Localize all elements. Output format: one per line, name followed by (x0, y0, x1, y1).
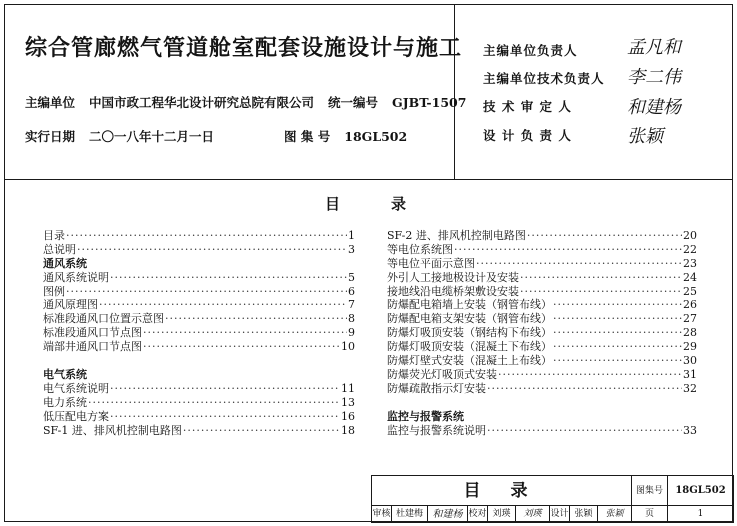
organization-line (25, 93, 466, 111)
toc-entry-title: 等电位平面示意图 (387, 256, 475, 270)
toc-entry-page: 33 (683, 423, 697, 437)
toc-entry[interactable] (387, 283, 697, 297)
toc-entry[interactable] (387, 352, 697, 366)
toc-right-column (387, 227, 697, 435)
toc-entry-page: 13 (341, 395, 355, 409)
date-value: 二〇一八年十二月一日 (89, 129, 215, 144)
toc-entry[interactable] (43, 408, 355, 422)
toc-entry-title: 防爆荧光灯吸顶式安装 (387, 367, 497, 381)
toc-entry[interactable] (387, 255, 697, 269)
toc-leader-dots (553, 340, 682, 353)
tb-atlas-label: 图集号 (632, 476, 668, 506)
toc-entry-page: 3 (348, 242, 355, 256)
toc-entry-page: 5 (348, 270, 355, 284)
tb-checker-name: 刘瑛 (488, 506, 516, 523)
toc-entry-title: 防爆配电箱支架安装（钢管布线） (387, 312, 552, 326)
title-block (371, 475, 734, 523)
toc-leader-dots (183, 424, 340, 437)
tb-check-label: 校对 (468, 506, 488, 523)
toc-entry-title: 防爆灯吸顶安装（混凝土下布线） (387, 340, 552, 354)
toc-entry[interactable] (43, 269, 355, 283)
toc-entry-page: 20 (683, 229, 697, 242)
toc-leader-dots (520, 271, 682, 284)
toc-leader-dots (110, 382, 340, 395)
toc-entry-page: 1 (348, 229, 355, 242)
tb-page-value: 1 (668, 506, 734, 523)
toc-leader-dots (110, 271, 347, 284)
toc-entry-title: SF-1 进、排风机控制电路图 (43, 423, 182, 437)
toc-entry-title: 防爆配电箱墙上安装（钢管布线） (387, 298, 552, 312)
toc-entry-page: 30 (683, 354, 697, 368)
toc-left-column (43, 227, 355, 435)
approval-signature: 李二伟 (627, 67, 681, 88)
toc-leader-dots (143, 340, 340, 353)
approval-signature: 和建杨 (627, 97, 681, 118)
toc-section-heading: 通风系统 (43, 256, 87, 270)
toc-leader-dots (527, 229, 682, 242)
toc-entry-title: 目录 (43, 229, 65, 242)
toc-entry-page: 22 (683, 242, 697, 256)
toc-entry[interactable] (43, 241, 355, 255)
drawing-sheet (4, 4, 733, 522)
toc-entry-title: 通风原理图 (43, 298, 98, 312)
toc-entry[interactable] (43, 338, 355, 352)
tb-page-label: 页 (632, 506, 668, 523)
tb-reviewer-name: 杜建梅 (392, 506, 428, 523)
atlas-label: 图 集 号 (284, 129, 331, 144)
toc-entry-title: 防爆疏散指示灯安装 (387, 381, 486, 395)
toc-entry-title: 外引人工接地极设计及安装 (387, 270, 519, 284)
toc-entry[interactable] (387, 269, 697, 283)
toc-leader-dots (165, 312, 347, 325)
tb-review-label: 审核 (372, 506, 392, 523)
toc-entry-page: 31 (683, 367, 697, 381)
toc-entry[interactable] (43, 394, 355, 408)
toc-entry-page: 28 (683, 326, 697, 340)
toc-heading-char: 目 (325, 195, 341, 213)
toc-entry[interactable] (43, 283, 355, 297)
atlas-value: 18GL502 (344, 129, 408, 144)
sheet-header (5, 5, 732, 180)
toc-leader-dots (88, 396, 340, 409)
approval-signature: 孟凡和 (627, 37, 681, 58)
toc-leader-dots (553, 298, 682, 311)
toc-entry-title: 电气系统说明 (43, 381, 109, 395)
toc-entry-page: 7 (348, 298, 355, 312)
tb-reviewer-signature: 和建杨 (428, 506, 468, 523)
toc-leader-dots (77, 243, 347, 256)
tb-designer-name: 张颖 (570, 506, 598, 523)
toc-entry[interactable] (387, 227, 697, 241)
toc-entry-page: 27 (683, 312, 697, 326)
toc-entry-title: 低压配电方案 (43, 409, 109, 423)
toc-entry-page: 8 (348, 312, 355, 326)
toc-leader-dots (487, 382, 682, 395)
toc-heading (5, 193, 732, 215)
toc-entry[interactable] (387, 380, 697, 394)
toc-section-heading: 电气系统 (43, 368, 87, 382)
approval-role: 技 术 审 定 人 (483, 99, 572, 114)
code-value: GJBT-1507 (392, 95, 467, 110)
toc-entry-title: 等电位系统图 (387, 242, 453, 256)
toc-leader-dots (66, 229, 347, 242)
toc-leader-dots (66, 285, 347, 298)
toc-entry[interactable] (43, 296, 355, 310)
toc-entry-page: 32 (683, 381, 697, 395)
toc-leader-dots (553, 326, 682, 339)
toc-entry[interactable] (43, 310, 355, 324)
toc-entry-title: 图例 (43, 284, 65, 298)
toc-entry-title: 标准段通风口位置示意图 (43, 312, 164, 326)
toc-entry[interactable] (43, 227, 355, 241)
tb-checker-signature: 刘瑛 (516, 506, 550, 523)
toc-section-heading: 监控与报警系统 (387, 409, 464, 423)
toc-entry-title: 电力系统 (43, 395, 87, 409)
toc-entry-title: 标准段通风口节点图 (43, 326, 142, 340)
toc-leader-dots (454, 243, 682, 256)
toc-entry-page: 16 (341, 409, 355, 423)
toc-leader-dots (487, 424, 682, 437)
toc-entry[interactable] (43, 380, 355, 394)
toc-entry-page: 10 (341, 340, 355, 354)
toc-entry[interactable] (387, 310, 697, 324)
tb-designer-signature: 张颖 (598, 506, 632, 523)
approval-signature: 张颖 (627, 126, 663, 147)
header-left (5, 5, 467, 179)
toc-entry-page: 26 (683, 298, 697, 312)
toc-entry-title: 监控与报警系统说明 (387, 423, 486, 437)
toc-leader-dots (143, 326, 347, 339)
tb-design-label: 设计 (550, 506, 570, 523)
toc-entry[interactable] (387, 422, 697, 436)
toc-entry[interactable] (387, 241, 697, 255)
toc-entry-page: 23 (683, 256, 697, 270)
toc-entry[interactable] (43, 324, 355, 338)
document-title: 综合管廊燃气管道舱室配套设施设计与施工 (25, 35, 463, 61)
toc-entry[interactable] (387, 324, 697, 338)
toc-leader-dots (553, 312, 682, 325)
toc-entry-title: 防爆灯吸顶安装（钢结构下布线） (387, 326, 552, 340)
approvals-panel (455, 5, 732, 179)
toc-entry-page: 18 (341, 423, 355, 437)
title-block-title: 目 录 (372, 476, 632, 506)
org-label: 主编单位 (25, 95, 76, 110)
toc-entry-page: 11 (341, 381, 355, 395)
toc-entry[interactable] (43, 422, 355, 436)
toc-heading-char: 录 (391, 195, 407, 213)
toc-entry[interactable] (387, 366, 697, 380)
toc-entry[interactable] (387, 296, 697, 310)
toc-leader-dots (498, 368, 682, 381)
toc-entry-title: 防爆灯壁式安装（混凝土上布线） (387, 354, 552, 368)
toc-entry-title: 接地线沿电缆桥架敷设安装 (387, 284, 519, 298)
approval-role: 主编单位负责人 (483, 43, 578, 58)
date-line (25, 127, 407, 145)
approval-role: 主编单位技术负责人 (483, 71, 605, 86)
toc-entry-page: 6 (348, 284, 355, 298)
toc-entry-page: 9 (348, 326, 355, 340)
approval-role: 设 计 负 责 人 (483, 128, 572, 143)
toc-entry-title: SF-2 进、排风机控制电路图 (387, 229, 526, 242)
toc-entry-title: 端部井通风口节点图 (43, 340, 142, 354)
toc-entry-page: 29 (683, 340, 697, 354)
toc-entry-title: 通风系统说明 (43, 270, 109, 284)
toc-leader-dots (553, 354, 682, 367)
toc-entry-page: 24 (683, 270, 697, 284)
toc-entry[interactable] (387, 338, 697, 352)
code-label: 统一编号 (328, 95, 379, 110)
tb-atlas-value: 18GL502 (668, 476, 734, 506)
org-value: 中国市政工程华北设计研究总院有限公司 (89, 95, 315, 110)
toc-entry-page: 25 (683, 284, 697, 298)
toc-entry-title: 总说明 (43, 242, 76, 256)
date-label: 实行日期 (25, 129, 76, 144)
